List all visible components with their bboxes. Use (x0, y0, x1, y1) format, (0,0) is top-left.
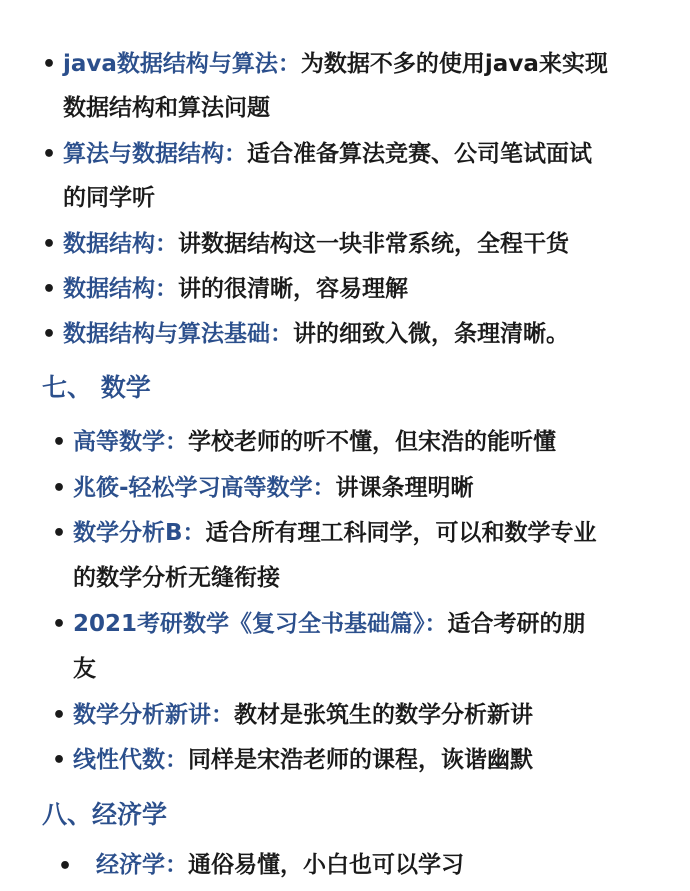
item-desc: 学校老师的听不懂，但宋浩的能听懂 (188, 429, 556, 455)
item-desc: 适合准备算法竞赛、公司笔试面试 (247, 141, 592, 167)
item-desc: 为数据不多的使用java来实现 (300, 51, 608, 77)
bullet: • (42, 232, 57, 257)
item-desc: 数据结构和算法问题 (63, 95, 270, 121)
item-desc: 教材是张筑生的数学分析新讲 (234, 702, 533, 728)
bullet: • (52, 612, 67, 637)
item-desc: 适合考研的朋 (447, 611, 586, 637)
list-item (73, 602, 586, 646)
bullet: • (52, 703, 67, 728)
item-title: 线性代数： (73, 747, 188, 773)
item-desc: 讲数据结构这一块非常系统，全程干货 (178, 231, 569, 257)
item-desc: 通俗易懂，小白也可以学习 (188, 852, 464, 878)
list-item (63, 42, 608, 86)
item-desc: 讲的细致入微，条理清晰。 (293, 321, 569, 347)
bullet: • (42, 322, 57, 347)
item-title: 经济学： (96, 852, 188, 878)
list-item-continuation (73, 647, 96, 691)
list-item (63, 222, 569, 266)
item-title: 算法与数据结构： (63, 141, 247, 167)
list-item (73, 511, 597, 555)
item-desc: 讲的很清晰，容易理解 (178, 276, 408, 302)
item-title: java数据结构与算法： (63, 51, 301, 77)
list-item-continuation (73, 556, 280, 600)
item-title: 2021考研数学《复习全书基础篇》： (73, 611, 448, 637)
bullet: • (42, 52, 57, 77)
item-title: 数据结构： (63, 276, 178, 302)
bullet: • (42, 277, 57, 302)
item-desc: 的数学分析无缝衔接 (73, 565, 280, 591)
bullet: • (52, 476, 67, 501)
list-item (63, 267, 408, 311)
item-title: 高等数学： (73, 429, 188, 455)
list-item (73, 738, 533, 782)
item-title: 数学分析新讲： (73, 702, 234, 728)
item-desc: 适合所有理工科同学，可以和数学专业 (205, 520, 597, 546)
bullet: • (58, 854, 73, 879)
item-title: 数据结构： (63, 231, 178, 257)
item-desc: 同样是宋浩老师的课程，诙谐幽默 (188, 747, 533, 773)
list-item (63, 312, 569, 356)
list-item (73, 420, 556, 464)
list-item (73, 466, 474, 510)
item-title: 数学分析B： (73, 520, 206, 546)
item-desc: 友 (73, 656, 96, 682)
bullet: • (52, 748, 67, 773)
list-item (96, 843, 464, 887)
item-desc: 的同学听 (63, 185, 155, 211)
list-item-continuation (63, 176, 155, 220)
item-desc: 讲课条理明晰 (335, 475, 474, 501)
bullet: • (42, 142, 57, 167)
bullet: • (52, 430, 67, 455)
section-heading-math: 七、 数学 (42, 373, 151, 402)
bullet: • (52, 521, 67, 546)
list-item-continuation (63, 86, 270, 130)
list-item (73, 693, 533, 737)
section-heading-economics: 八、经济学 (42, 800, 168, 829)
list-item (63, 132, 592, 176)
item-title: 数据结构与算法基础： (63, 321, 293, 347)
item-title: 兆筱-轻松学习高等数学： (73, 475, 336, 501)
